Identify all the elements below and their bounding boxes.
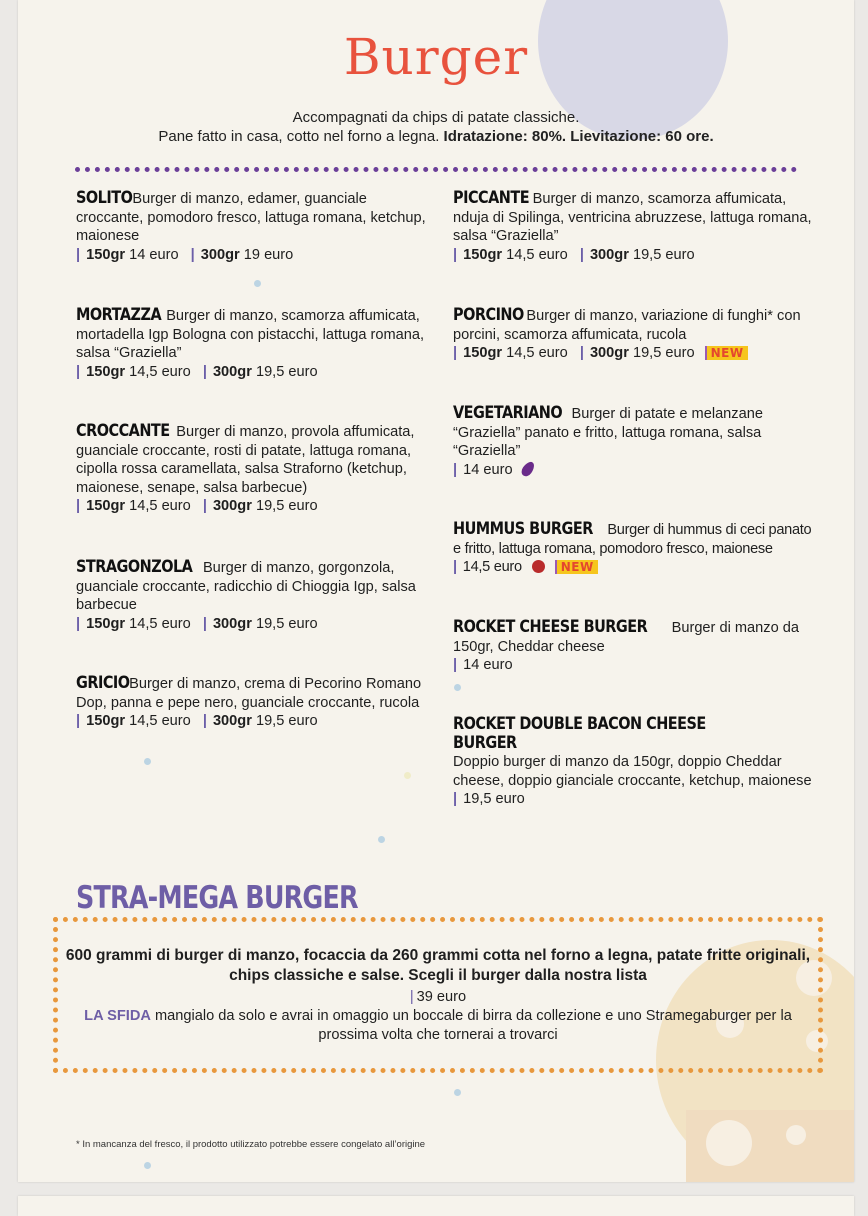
- item-name: PICCANTE: [453, 188, 530, 208]
- menu-item: [76, 558, 426, 633]
- item-price: | 150gr 14,5 euro | 300gr 19,5 euro: [76, 713, 318, 729]
- item-name: ROCKET CHEESE BURGER: [453, 617, 648, 637]
- page-subtitle: [18, 108, 854, 146]
- item-price: | 150gr 14,5 euro | 300gr 19,5 euro: [76, 615, 318, 632]
- footnote: * In mancanza del fresco, il prodotto utilizzato potrebbe essere congelato all’origine: [76, 1139, 426, 1150]
- mega-challenge: [58, 1007, 818, 1045]
- decorative-dot: [378, 836, 385, 843]
- menu-item: [453, 404, 813, 479]
- item-name: PORCINO: [453, 305, 524, 325]
- mega-price: | 39 euro: [409, 989, 467, 1005]
- menu-item: [453, 189, 813, 264]
- item-name: MORTAZZA: [76, 305, 162, 325]
- challenge-label: LA SFIDA: [84, 1008, 151, 1024]
- item-name: CROCCANTE: [76, 421, 170, 441]
- item-price: | 14,5 euro NEW: [453, 558, 813, 577]
- item-price: | 150gr 14,5 euro | 300gr 19,5 euro: [76, 363, 318, 380]
- item-price: | 150gr 14,5 euro | 300gr 19,5 euro: [453, 246, 695, 263]
- subtitle-line1: Accompagnati da chips di patate classiche.: [292, 109, 580, 126]
- item-price: | 150gr 14 euro | 300gr 19 euro: [76, 246, 294, 263]
- divider: [75, 167, 797, 172]
- decorative-dot: [404, 772, 411, 779]
- bean-icon: [532, 560, 545, 573]
- decorative-dot: [454, 1089, 461, 1096]
- decorative-dot: [254, 280, 261, 287]
- menu-item: [453, 520, 813, 577]
- item-description: Burger di manzo, scamorza affumicata, nduja di Spilinga, ventricina abruzzese, lattuga romana, salsa “Graziella”: [453, 191, 812, 244]
- item-price: | 150gr 14,5 euro | 300gr 19,5 euro: [76, 498, 318, 514]
- item-description: Burger di patate e melanzane “Graziella” panato e fritto, lattuga romana, salsa “Graziella”: [453, 406, 763, 459]
- decorative-planet: [686, 1110, 854, 1182]
- new-badge: NEW: [705, 346, 748, 360]
- item-name: SOLITO: [76, 188, 133, 208]
- decorative-dot: [454, 684, 461, 691]
- item-description: Burger di manzo, crema di Pecorino Romano Dop, panna e pepe nero, guanciale croccante, rucola: [76, 676, 422, 711]
- item-description: Burger di manzo, scamorza affumicata, mortadella Igp Bologna con pistacchi, lattuga romana, salsa “Graziella”: [76, 308, 425, 361]
- menu-item: [76, 189, 426, 264]
- menu-item: [76, 674, 426, 731]
- menu-page: [18, 0, 854, 1182]
- item-name: ROCKET DOUBLE BACON CHEESE BURGER: [453, 714, 706, 753]
- item-name: VEGETARIANO: [453, 403, 563, 423]
- menu-item: [76, 306, 426, 381]
- page-title: Burger: [343, 28, 529, 86]
- item-description: Doppio burger di manzo da 150gr, doppio Cheddar cheese, doppio gianciale croccante, ketchup, maionese: [453, 754, 812, 789]
- item-description: Burger di manzo da 150gr, Cheddar cheese: [453, 620, 799, 655]
- item-name: STRAGONZOLA: [76, 557, 193, 577]
- decorative-dot: [144, 1162, 151, 1169]
- next-page: [18, 1196, 854, 1216]
- menu-item: [453, 306, 813, 363]
- mega-description: 600 grammi di burger di manzo, focaccia da 260 grammi cotta nel forno a legna, patate fritte originali, chips classiche e salse. Scegli il burger dalla nostra lista: [65, 947, 811, 984]
- new-badge: NEW: [555, 560, 598, 574]
- menu-item: [453, 715, 813, 809]
- section-title: STRA-MEGA BURGER: [76, 880, 358, 916]
- item-price: | 19,5 euro: [453, 791, 525, 807]
- menu-item: [76, 422, 426, 516]
- decorative-dot: [144, 758, 151, 765]
- item-description: Burger di manzo, provola affumicata, guanciale croccante, rosti di patate, lattuga romana, cipolla rossa caramellata, salsa Straforno (ketchup, maionese, senape, salsa barbecue): [76, 424, 415, 496]
- mega-burger-box: [53, 917, 823, 1073]
- item-name: HUMMUS BURGER: [453, 519, 593, 539]
- challenge-text: mangialo da solo e avrai in omaggio un boccale di birra da collezione e uno Stramegaburger per la prossima volta che tornerai a trovarci: [154, 1008, 792, 1043]
- eggplant-icon: [519, 459, 536, 478]
- item-description: Burger di manzo, variazione di funghi* con porcini, scamorza affumicata, rucola: [453, 308, 801, 343]
- item-price: | 14 euro: [453, 657, 513, 673]
- item-price: | 14 euro: [453, 461, 813, 480]
- subtitle-line2: Pane fatto in casa, cotto nel forno a legna. Idratazione: 80%. Lievitazione: 60 ore.: [158, 128, 714, 145]
- item-description: Burger di manzo, edamer, guanciale croccante, pomodoro fresco, lattuga romana, ketchup, maionese: [76, 191, 426, 244]
- menu-item: [453, 618, 813, 675]
- item-description: Burger di manzo, gorgonzola, guanciale croccante, radicchio di Chioggia Igp, salsa barbecue: [76, 560, 416, 613]
- item-name: GRICIO: [76, 673, 130, 693]
- item-price: | 150gr 14,5 euro | 300gr 19,5 euro NEW: [453, 344, 813, 363]
- item-description: Burger di hummus di ceci panato e fritto, lattuga romana, pomodoro fresco, maionese: [453, 522, 812, 557]
